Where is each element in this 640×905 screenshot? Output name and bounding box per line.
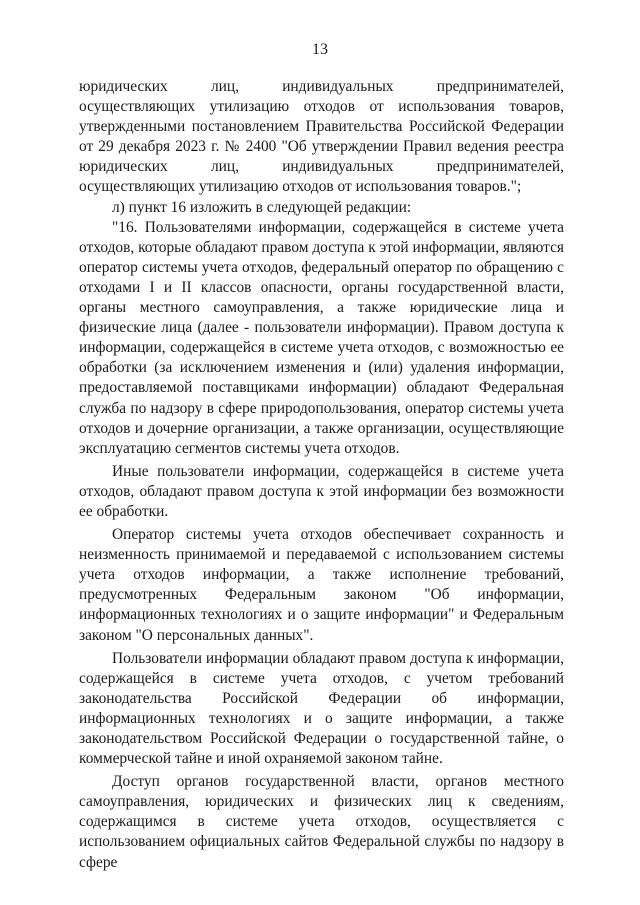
paragraph-continuation: юридических лиц, индивидуальных предпринимателей, осуществляющих утилизацию отходов от использования товаров, утвержденными постановлением Правительства Российской Федерации от 29 декабря 2023 г. № 2400 "Об утверждении Правил ведения реестра юридических лиц, индивидуальных предпринимателей, осуществляющих утилизацию отходов от использования товаров."; (79, 78, 564, 196)
paragraph-operator: Оператор системы учета отходов обеспечивает сохранность и неизменность принимаемой и передаваемой с использованием системы учета отходов информации, а также исполнение требований, предусмотренных Федеральным законом "Об информации, информационных технологиях и о защите информации" и Федеральным законом "О персональных данных". (79, 526, 564, 644)
paragraph-16: "16. Пользователями информации, содержащейся в системе учета отходов, которые обладают правом доступа к этой информации, являются оператор системы учета отходов, федеральный оператор по обращению с отходами I и II классов опасности, органы государственной власти, органы местного самоуправления, а также юридические лица и физические лица (далее - пользователи информации). Правом доступа к информации, содержащейся в системе учета отходов, с возможностью ее обработки (за исключением изменения и (или) удаления информации, предоставляемой поставщиками информации) обладают Федеральная служба по надзору в сфере природопользования, оператор системы учета отходов и дочерние организации, а также организации, осуществляющие эксплуатацию сегментов системы учета отходов. (79, 218, 564, 457)
document-body (79, 77, 564, 873)
page-number: 13 (312, 41, 328, 58)
paragraph-users-rights: Пользователи информации обладают правом доступа к информации, содержащейся в системе учета отходов, с учетом требований законодательства Российской Федерации об информации, информационных технологиях и о защите информации, а также законодательством Российской Федерации о государственной тайне, о коммерческой тайне и иной охраняемой законом тайне. (79, 649, 564, 768)
paragraph-other-users: Иные пользователи информации, содержащейся в системе учета отходов, обладают правом доступа к этой информации без возможности ее обработки. (79, 462, 564, 520)
paragraph-access: Доступ органов государственной власти, органов местного самоуправления, юридических и физических лиц к сведениям, содержащимся в системе учета отходов, осуществляется с использованием официальных сайтов Федеральной службы по надзору в сфере (79, 773, 564, 871)
paragraph-item-l: л) пункт 16 изложить в следующей редакции: (112, 198, 412, 216)
